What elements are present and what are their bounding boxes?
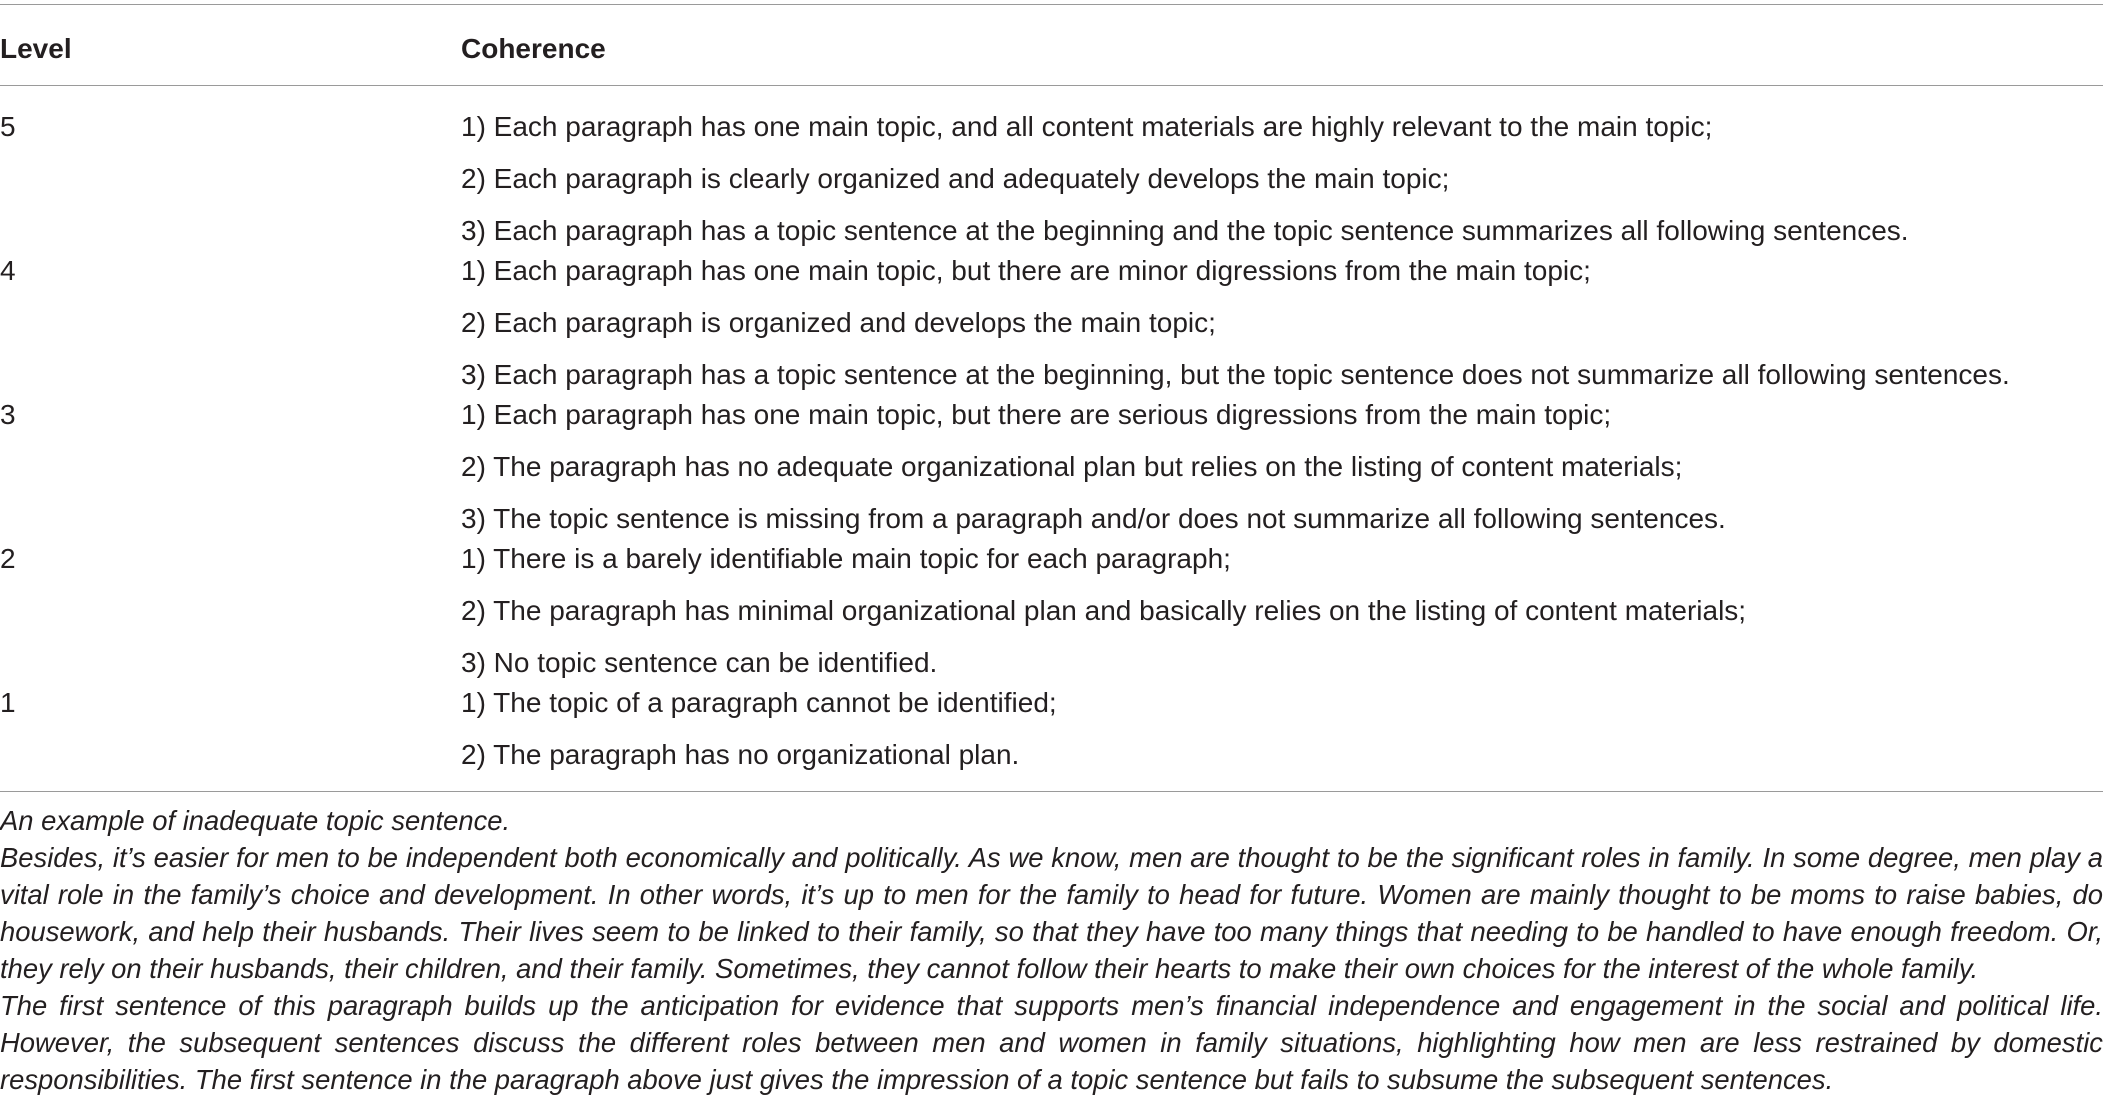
level-cell: 1 (0, 687, 16, 718)
criterion-item: 1) Each paragraph has one main topic, but there are minor digressions from the main topic; (461, 255, 1591, 286)
criterion-item: 1) The topic of a paragraph cannot be identified; (461, 687, 1057, 718)
criterion-item: 2) The paragraph has minimal organizational plan and basically relies on the listing of content materials; (461, 595, 1747, 626)
example-commentary: The first sentence of this paragraph builds up the anticipation for evidence that supports men’s financial independence and engagement in the social and political life. However, the subsequent sentences discuss the different roles between men and women in family situations, highlighting how men are less restrained by domestic responsibilities. The first sentence in the paragraph above just gives the impression of a topic sentence but fails to subsume the subsequent sentences. (0, 990, 2103, 1095)
table-body (0, 86, 2103, 792)
level-cell: 4 (0, 255, 16, 286)
criterion-item: 2) Each paragraph is clearly organized and adequately develops the main topic; (461, 163, 1450, 194)
criterion-item: 1) There is a barely identifiable main topic for each paragraph; (461, 543, 1231, 574)
example-paragraph: Besides, it’s easier for men to be independent both economically and politically. As we know, men are thought to be the significant roles in family. In some degree, men play a vital role in the family’s choice and development. In other words, it’s up to men for the family to head for future. Women are mainly thought to be moms to raise babies, do housework, and help their husbands. Their lives seem to be linked to their family, so that they have too many things that needing to be handled to have enough freedom. Or, they rely on their husbands, their children, and their family. Sometimes, they cannot follow their hearts to make their own choices for the interest of the whole family. (0, 842, 2103, 984)
criterion-item: 3) Each paragraph has a topic sentence at the beginning, but the topic sentence does not summarize all following sentences. (461, 359, 2010, 390)
criterion-item: 2) Each paragraph is organized and develops the main topic; (461, 307, 1216, 338)
coherence-rubric-table (0, 4, 2103, 792)
criterion-item: 1) Each paragraph has one main topic, and all content materials are highly relevant to the main topic; (461, 111, 1713, 142)
criterion-item: 3) No topic sentence can be identified. (461, 647, 938, 678)
criterion-item: 1) Each paragraph has one main topic, but there are serious digressions from the main topic; (461, 399, 1612, 430)
criterion-item: 2) The paragraph has no adequate organizational plan but relies on the listing of content materials; (461, 451, 1683, 482)
level-cell: 2 (0, 543, 16, 574)
header-coherence: Coherence (461, 33, 606, 64)
table-header-row (0, 5, 2103, 86)
level-cell: 3 (0, 399, 16, 430)
header-level: Level (0, 33, 72, 64)
criterion-item: 2) The paragraph has no organizational plan. (461, 739, 1020, 770)
level-cell: 5 (0, 111, 16, 142)
table-footnotes (0, 802, 2103, 1098)
example-caption: An example of inadequate topic sentence. (0, 805, 511, 836)
criterion-item: 3) The topic sentence is missing from a paragraph and/or does not summarize all following sentences. (461, 503, 1726, 534)
criterion-item: 3) Each paragraph has a topic sentence at the beginning and the topic sentence summarizes all following sentences. (461, 215, 1909, 246)
